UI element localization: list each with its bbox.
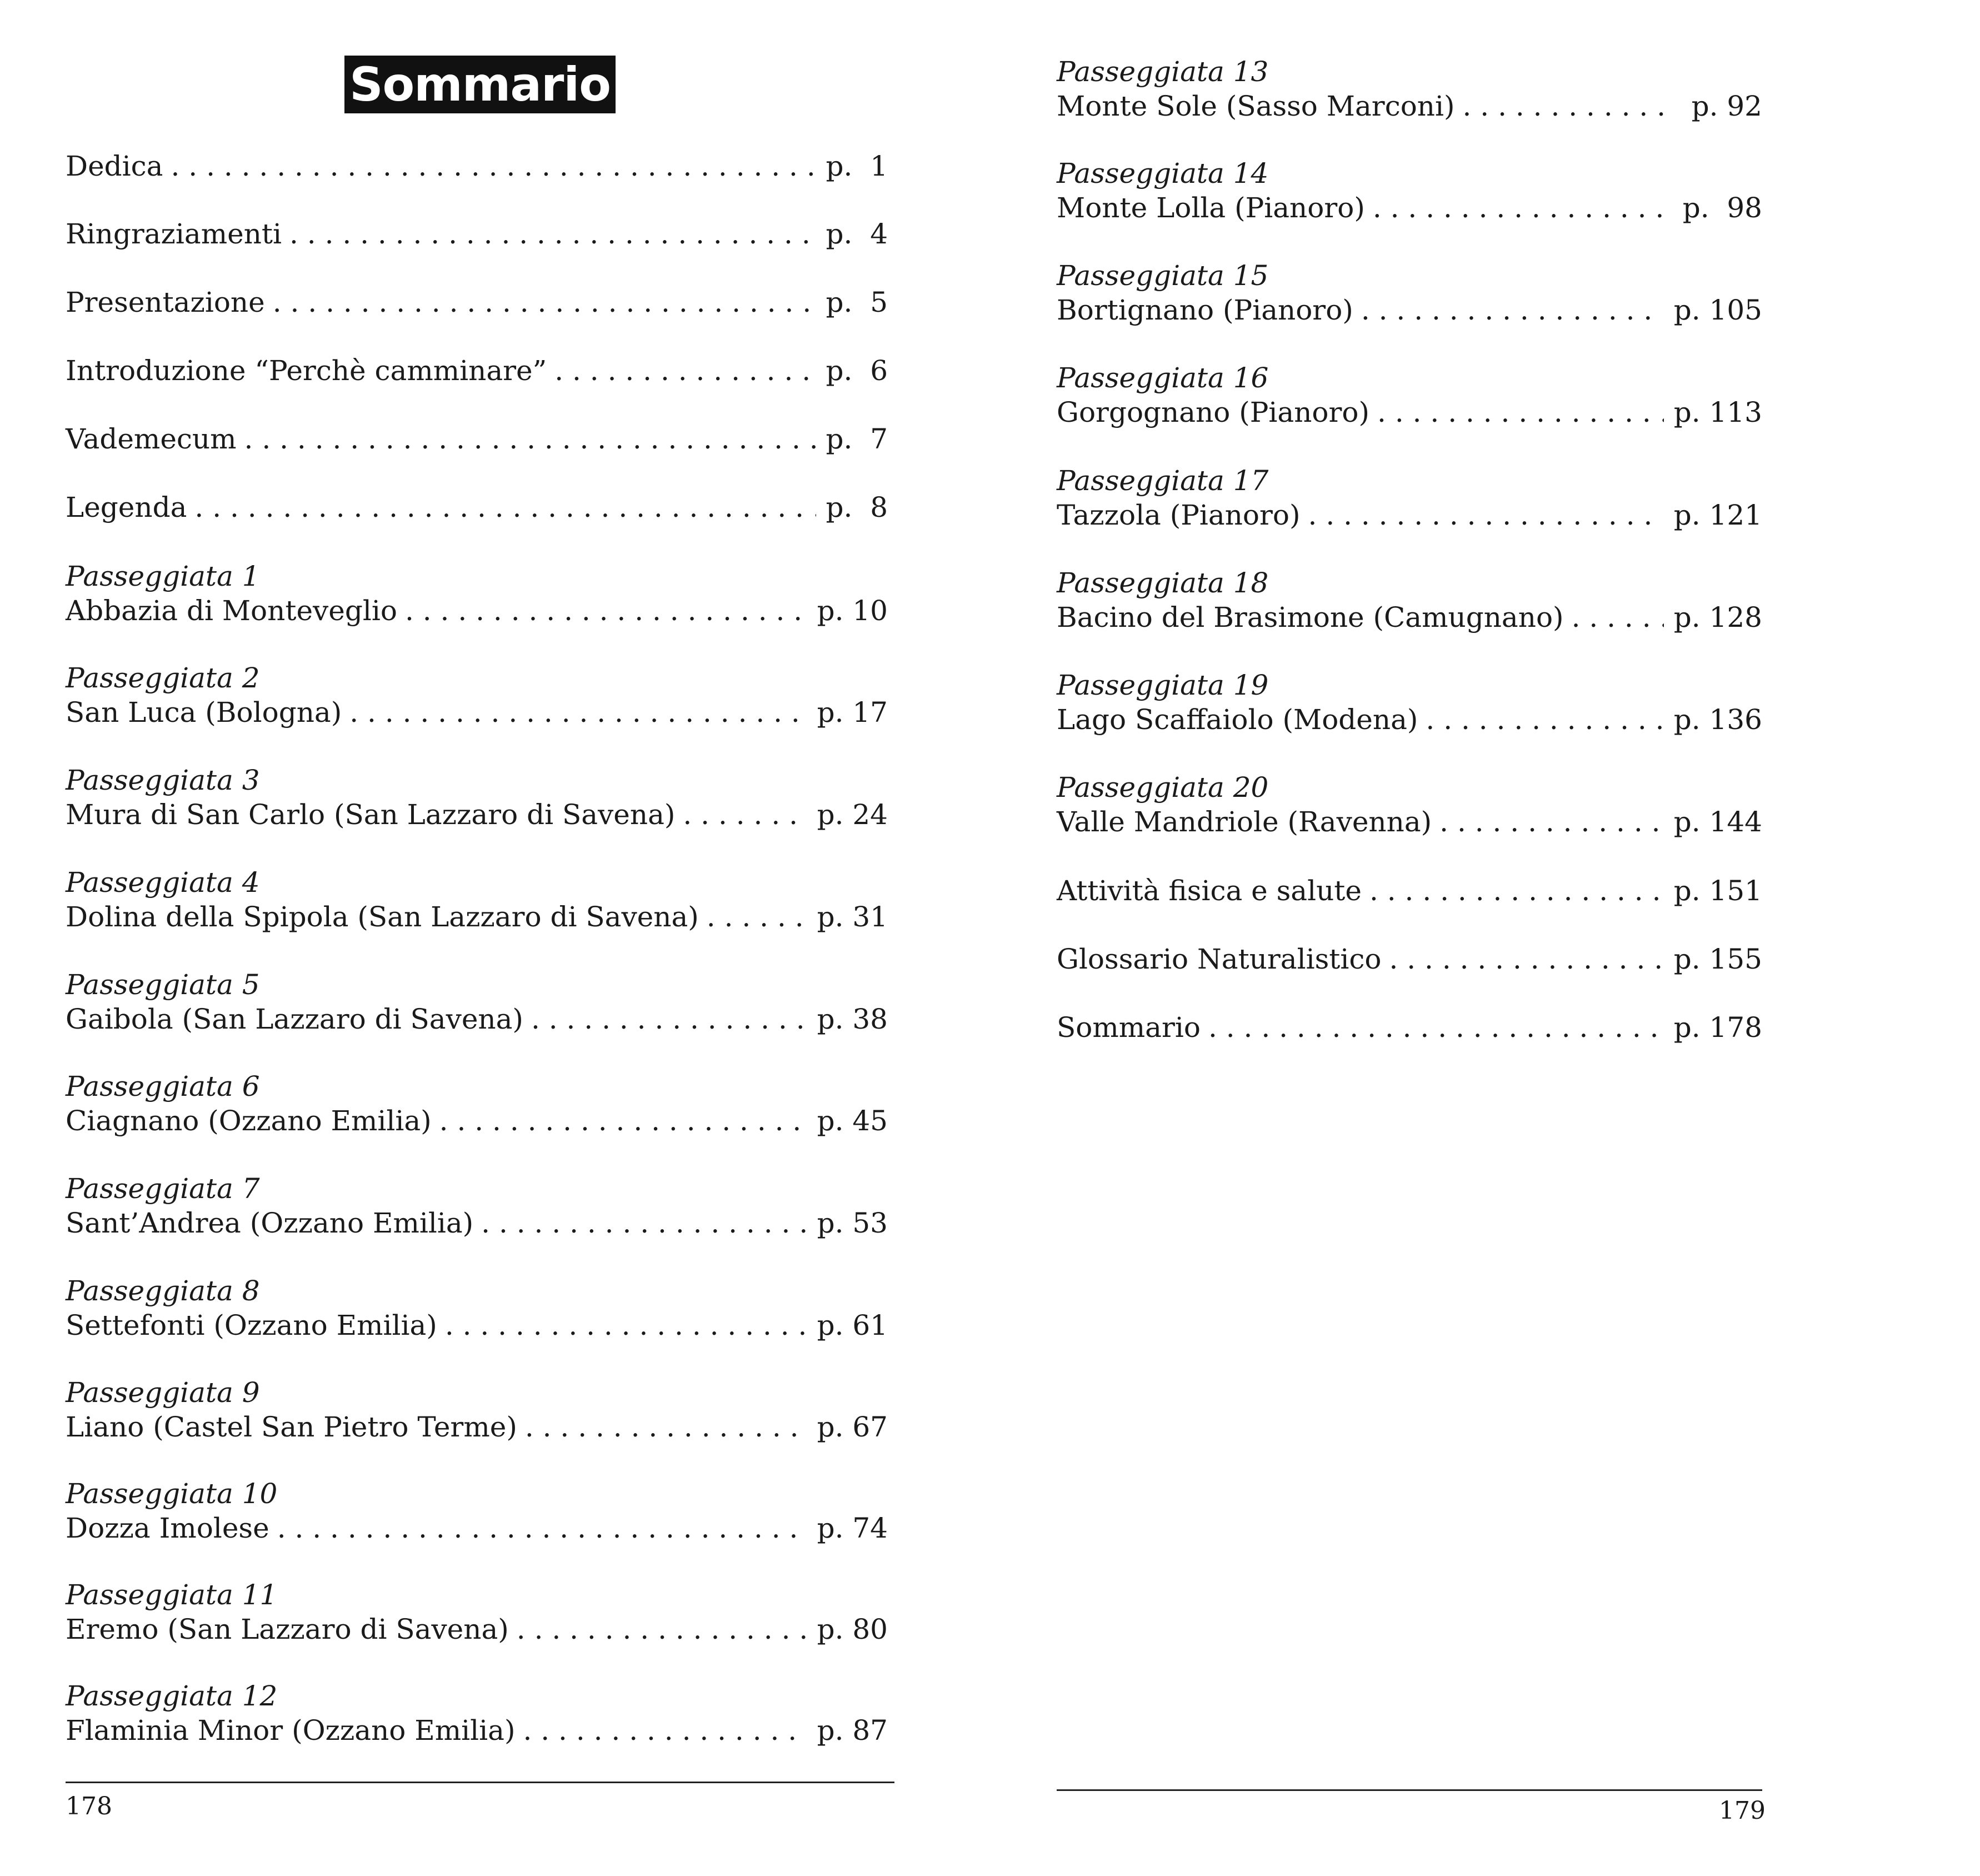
toc-entry-title: Eremo (San Lazzaro di Savena) <box>66 1613 509 1645</box>
toc-row <box>66 695 888 730</box>
toc-entry[interactable] <box>66 865 888 934</box>
toc-section-label: Passeggiata 8 <box>66 1275 260 1307</box>
toc-section-label: Passeggiata 10 <box>66 1478 278 1510</box>
dot-leader <box>277 1511 807 1545</box>
toc-section-label: Passeggiata 18 <box>1057 567 1269 599</box>
toc-page-ref: p. 17 <box>817 696 888 729</box>
toc-row <box>66 1308 888 1343</box>
toc-row <box>66 285 888 320</box>
toc-page-ref: p. 121 <box>1673 499 1762 531</box>
dot-leader <box>405 593 807 628</box>
toc-section-label: Passeggiata 6 <box>66 1070 260 1102</box>
dot-leader <box>1572 600 1664 635</box>
toc-page-ref: p. 53 <box>817 1207 888 1239</box>
toc-entry[interactable] <box>66 559 888 628</box>
toc-page-ref: p. 113 <box>1673 396 1762 428</box>
dot-leader <box>517 1612 807 1647</box>
toc-row <box>1057 805 1762 839</box>
toc-entry-title: Bacino del Brasimone (Camugnano) <box>1057 601 1564 633</box>
toc-entry[interactable] <box>1057 668 1762 737</box>
toc-row <box>66 900 888 934</box>
toc-page-ref: p. 1 <box>826 150 888 182</box>
toc-row <box>66 1511 888 1545</box>
toc-entry[interactable] <box>1057 1010 1762 1045</box>
dot-leader <box>1361 293 1664 327</box>
toc-entry-title: Vademecum <box>66 423 237 455</box>
toc-entry-title: Valle Mandriole (Ravenna) <box>1057 806 1432 838</box>
toc-entry[interactable] <box>66 967 888 1036</box>
toc-page-ref: p. 4 <box>826 218 888 250</box>
toc-section-label: Passeggiata 12 <box>66 1680 278 1712</box>
toc-entry-title: Presentazione <box>66 286 265 318</box>
dot-leader <box>1389 942 1663 976</box>
dot-leader <box>194 490 816 525</box>
toc-section-label: Passeggiata 17 <box>1057 465 1269 497</box>
dot-leader <box>1463 89 1669 123</box>
dot-leader <box>707 900 807 934</box>
toc-entry-title: Dolina della Spipola (San Lazzaro di Savena) <box>66 901 699 933</box>
toc-entry-title: San Luca (Bologna) <box>66 696 342 729</box>
toc-entry[interactable] <box>1057 54 1762 123</box>
dot-leader <box>273 285 816 320</box>
right-page <box>990 0 1980 1876</box>
dot-leader <box>683 797 807 832</box>
toc-row <box>1057 395 1762 430</box>
toc-row <box>66 1104 888 1138</box>
dot-leader <box>523 1713 807 1748</box>
toc-page-ref: p. 144 <box>1673 806 1762 838</box>
toc-row <box>66 149 888 183</box>
toc-page-ref: p. 151 <box>1673 875 1762 907</box>
toc-entry-title: Glossario Naturalistico <box>1057 943 1382 975</box>
toc-section-label: Passeggiata 20 <box>1057 771 1269 804</box>
dot-leader <box>1377 395 1664 430</box>
dot-leader <box>1369 874 1664 908</box>
toc-page-ref: p. 87 <box>817 1714 888 1747</box>
toc-page-ref: p. 105 <box>1673 294 1762 326</box>
footer-rule <box>1057 1789 1762 1791</box>
toc-page-ref: p. 92 <box>1691 90 1762 122</box>
toc-page-ref: p. 74 <box>817 1512 888 1544</box>
toc-row <box>1057 89 1762 123</box>
toc-row <box>66 593 888 628</box>
toc-entry-title: Lago Scaffaiolo (Modena) <box>1057 704 1418 736</box>
toc-page-ref: p. 7 <box>826 423 888 455</box>
toc-entry[interactable] <box>1057 770 1762 839</box>
toc-page-ref: p. 67 <box>817 1411 888 1443</box>
toc-section-label: Passeggiata 5 <box>66 969 260 1001</box>
toc-page-ref: p. 98 <box>1682 192 1762 224</box>
toc-entry-title: Ciagnano (Ozzano Emilia) <box>66 1105 432 1137</box>
toc-entry-title: Introduzione “Perchè camminare” <box>66 355 547 387</box>
toc-entry[interactable] <box>66 149 888 183</box>
toc-entry[interactable] <box>66 1274 888 1343</box>
toc-page-ref: p. 155 <box>1673 943 1762 975</box>
footer-rule <box>66 1782 894 1783</box>
toc-entry-title: Sant’Andrea (Ozzano Emilia) <box>66 1207 474 1239</box>
toc-page-ref: p. 136 <box>1673 704 1762 736</box>
toc-row <box>66 1410 888 1444</box>
toc-page-ref: p. 178 <box>1673 1011 1762 1044</box>
toc-entry-title: Tazzola (Pianoro) <box>1057 499 1301 531</box>
toc-page-ref: p. 8 <box>826 491 888 523</box>
dot-leader <box>1426 702 1663 737</box>
dot-leader <box>1439 805 1664 839</box>
toc-page-ref: p. 24 <box>817 799 888 831</box>
toc-row <box>1057 702 1762 737</box>
toc-row <box>66 422 888 456</box>
toc-row <box>1057 1010 1762 1045</box>
toc-section-label: Passeggiata 15 <box>1057 260 1269 292</box>
toc-entry[interactable] <box>66 1476 888 1545</box>
toc-entry[interactable] <box>66 217 888 251</box>
dot-leader <box>289 217 816 251</box>
dot-leader <box>525 1410 807 1444</box>
toc-section-label: Passeggiata 13 <box>1057 56 1269 88</box>
dot-leader <box>554 353 816 388</box>
page-number: 179 <box>1719 1797 1766 1825</box>
dot-leader <box>531 1002 807 1036</box>
dot-leader <box>244 422 816 456</box>
toc-page-ref: p. 61 <box>817 1309 888 1341</box>
dot-leader <box>481 1206 807 1240</box>
toc-entry-title: Gaibola (San Lazzaro di Savena) <box>66 1003 523 1035</box>
toc-entry-title: Gorgognano (Pianoro) <box>1057 396 1370 428</box>
toc-entry[interactable] <box>1057 566 1762 635</box>
toc-entry[interactable] <box>66 1578 888 1647</box>
toc-entry[interactable] <box>66 1375 888 1444</box>
toc-row <box>66 797 888 832</box>
dot-leader <box>1373 191 1669 225</box>
toc-entry-title: Mura di San Carlo (San Lazzaro di Savena) <box>66 799 676 831</box>
toc-page-ref: p. 31 <box>817 901 888 933</box>
toc-row <box>1057 191 1762 225</box>
toc-row <box>1057 498 1762 532</box>
toc-section-label: Passeggiata 14 <box>1057 157 1269 189</box>
toc-section-label: Passeggiata 11 <box>66 1579 278 1611</box>
toc-page-ref: p. 10 <box>817 595 888 627</box>
toc-entry[interactable] <box>1057 361 1762 430</box>
toc-row <box>66 1002 888 1036</box>
toc-entry-title: Monte Lolla (Pianoro) <box>1057 192 1365 224</box>
toc-row <box>66 1206 888 1240</box>
dot-leader <box>445 1308 807 1343</box>
page-number: 178 <box>66 1792 112 1820</box>
toc-page-ref: p. 45 <box>817 1105 888 1137</box>
toc-entry[interactable] <box>66 285 888 320</box>
toc-entry[interactable] <box>66 1171 888 1240</box>
toc-entry[interactable] <box>66 1679 888 1748</box>
dot-leader <box>349 695 807 730</box>
toc-entry-title: Abbazia di Monteveglio <box>66 595 397 627</box>
dot-leader <box>171 149 816 183</box>
toc-section-label: Passeggiata 7 <box>66 1172 260 1205</box>
toc-section-label: Passeggiata 3 <box>66 764 260 796</box>
dot-leader <box>439 1104 807 1138</box>
toc-entry[interactable] <box>66 422 888 456</box>
toc-entry-title: Legenda <box>66 491 187 523</box>
toc-entry-title: Attività fisica e salute <box>1057 875 1362 907</box>
toc-page-ref: p. 128 <box>1673 601 1762 633</box>
toc-entry[interactable] <box>1057 258 1762 327</box>
toc-entry-title: Flaminia Minor (Ozzano Emilia) <box>66 1714 516 1747</box>
toc-row <box>1057 874 1762 908</box>
toc-entry[interactable] <box>1057 874 1762 908</box>
toc-section-label: Passeggiata 2 <box>66 662 260 694</box>
toc-page-ref: p. 80 <box>817 1613 888 1645</box>
toc-entry-title: Ringraziamenti <box>66 218 282 250</box>
dot-leader <box>1208 1010 1664 1045</box>
toc-entry-title: Dedica <box>66 150 163 182</box>
toc-entry-title: Liano (Castel San Pietro Terme) <box>66 1411 517 1443</box>
toc-entry-title: Settefonti (Ozzano Emilia) <box>66 1309 437 1341</box>
toc-entry-title: Monte Sole (Sasso Marconi) <box>1057 90 1455 122</box>
toc-entry-title: Sommario <box>1057 1011 1201 1044</box>
toc-section-label: Passeggiata 9 <box>66 1376 260 1409</box>
toc-row <box>66 353 888 388</box>
toc-entry[interactable] <box>66 661 888 730</box>
toc-entry-title: Bortignano (Pianoro) <box>1057 294 1353 326</box>
toc-section-label: Passeggiata 1 <box>66 560 260 592</box>
toc-row <box>66 1612 888 1647</box>
toc-row <box>66 1713 888 1748</box>
toc-entry[interactable] <box>66 1069 888 1138</box>
toc-entry-title: Dozza Imolese <box>66 1512 269 1544</box>
toc-row <box>1057 942 1762 976</box>
toc-row <box>66 490 888 525</box>
toc-page-ref: p. 5 <box>826 286 888 318</box>
toc-entry[interactable] <box>1057 942 1762 976</box>
toc-row <box>1057 600 1762 635</box>
toc-section-label: Passeggiata 19 <box>1057 669 1269 701</box>
toc-entry[interactable] <box>66 490 888 525</box>
toc-entry[interactable] <box>1057 463 1762 532</box>
toc-entry[interactable] <box>66 763 888 832</box>
toc-row <box>1057 293 1762 327</box>
dot-leader <box>1308 498 1664 532</box>
toc-section-label: Passeggiata 4 <box>66 866 260 899</box>
toc-page-ref: p. 38 <box>817 1003 888 1035</box>
toc-page-ref: p. 6 <box>826 355 888 387</box>
toc-entry[interactable] <box>1057 156 1762 225</box>
toc-entry[interactable] <box>66 353 888 388</box>
page-title: Sommario <box>344 56 616 113</box>
toc-section-label: Passeggiata 16 <box>1057 362 1269 394</box>
toc-row <box>66 217 888 251</box>
